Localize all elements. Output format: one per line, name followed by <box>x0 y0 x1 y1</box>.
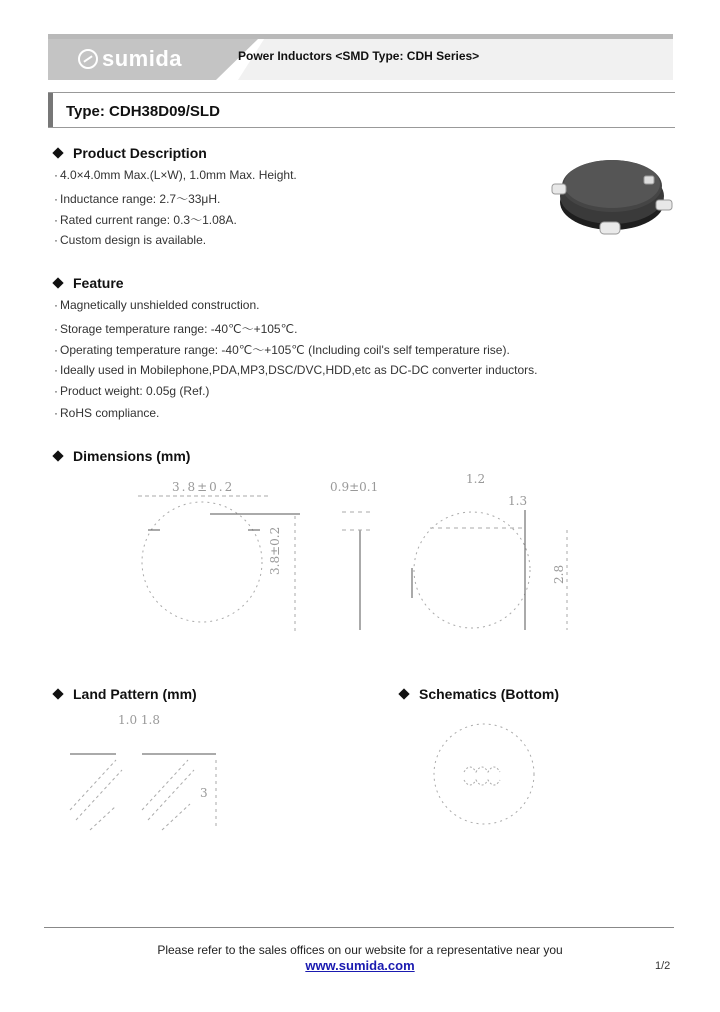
diamond-bullet-icon <box>398 688 409 699</box>
feature-item: · Storage temperature range: -40℃～+105℃. <box>54 320 297 337</box>
diamond-bullet-icon <box>52 450 63 461</box>
sumida-logo <box>78 46 182 72</box>
schematics-heading <box>398 686 559 702</box>
type-bar <box>48 92 675 128</box>
footer-text: Please refer to the sales offices on our website for a representative near you <box>157 943 563 957</box>
dimension-height-label: 3.8±0.2 <box>268 526 282 575</box>
description-item: · Rated current range: 0.3～1.08A. <box>54 211 237 228</box>
dimension-thickness-label: 0.9±0.1 <box>330 480 379 494</box>
diamond-bullet-icon <box>52 277 63 288</box>
header-banner <box>48 34 673 80</box>
dimension-a-label: 1.2 <box>466 472 486 486</box>
schematics-drawing <box>426 718 546 834</box>
land-pattern-top-label: 1.0 1.8 <box>118 713 160 727</box>
diamond-bullet-icon <box>52 147 63 158</box>
dimension-c-label: 2.8 <box>552 564 566 584</box>
description-item: · 4.0×4.0mm Max.(L×W), 1.0mm Max. Height. <box>54 168 297 182</box>
dimension-width-label: 3.8±0.2 <box>172 480 235 494</box>
feature-item: · RoHS compliance. <box>54 406 159 420</box>
logo-text: sumida <box>102 46 183 71</box>
product-description-heading-text: Product Description <box>73 145 207 161</box>
description-item: · Inductance range: 2.7～33μH. <box>54 190 220 207</box>
land-pattern-drawing <box>66 720 226 840</box>
dimensions-heading-text: Dimensions (mm) <box>73 448 191 464</box>
feature-item: · Operating temperature range: -40℃～+105℃ (Including coil's self temperature rise). <box>54 341 510 358</box>
land-pattern-side-label: 3 <box>200 786 208 800</box>
dimensions-heading <box>52 448 190 464</box>
inductor-product-image <box>548 156 678 240</box>
feature-heading-text: Feature <box>73 275 124 291</box>
land-pattern-heading-text: Land Pattern (mm) <box>73 686 197 702</box>
feature-item: · Ideally used in Mobilephone,PDA,MP3,DSC/DVC,HDD,etc as DC-DC converter inductors. <box>54 363 538 377</box>
land-pattern-heading <box>52 686 197 702</box>
type-title: Type: CDH38D09/SLD <box>66 103 220 120</box>
schematics-heading-text: Schematics (Bottom) <box>419 686 560 702</box>
diamond-bullet-icon <box>52 688 63 699</box>
footer-divider <box>44 927 674 928</box>
description-item: · Custom design is available. <box>54 233 206 247</box>
dimension-b-label: 1.3 <box>508 494 528 508</box>
product-description-heading <box>52 145 207 161</box>
feature-item: · Magnetically unshielded construction. <box>54 298 259 312</box>
header-top-line <box>48 34 673 39</box>
page-number: 1/2 <box>655 960 671 972</box>
header-title: Power Inductors <SMD Type: CDH Series> <box>238 49 480 63</box>
type-bar-accent <box>48 93 53 127</box>
feature-heading <box>52 275 124 291</box>
feature-item: · Product weight: 0.05g (Ref.) <box>54 384 209 398</box>
footer-website-link[interactable]: www.sumida.com <box>305 958 415 973</box>
sumida-logo-icon <box>78 49 98 69</box>
